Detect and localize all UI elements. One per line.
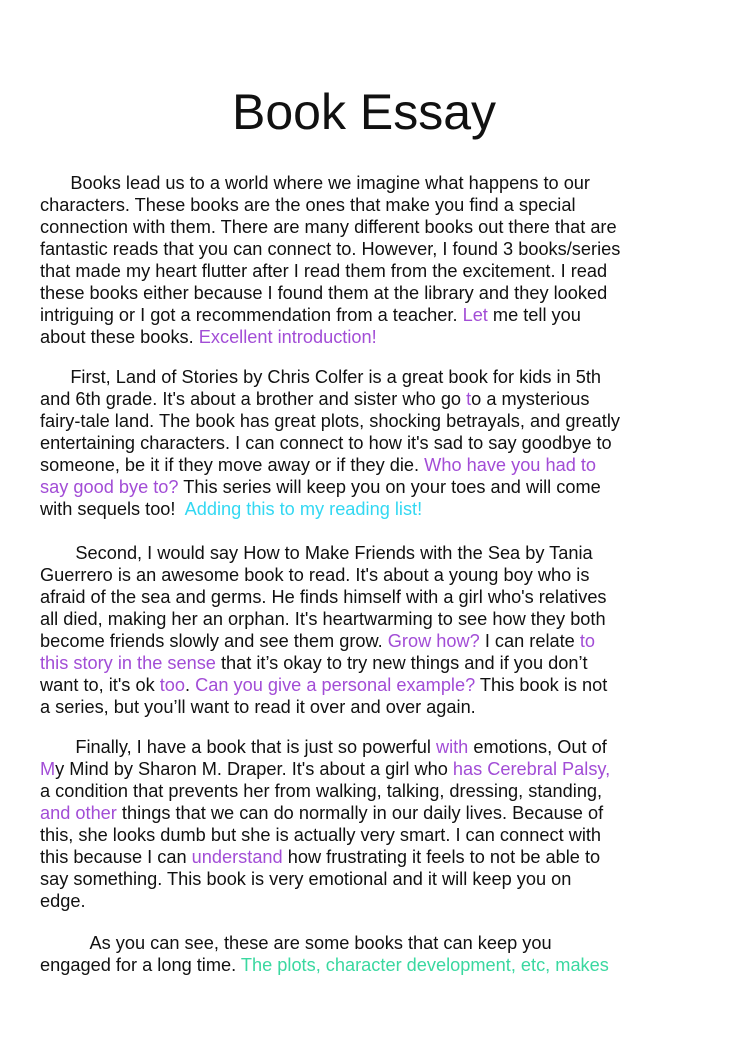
text-line: [40, 326, 710, 348]
essay-text: edge.: [40, 891, 86, 911]
essay-text: This book is not: [475, 675, 608, 695]
essay-text: .: [185, 675, 196, 695]
essay-text: I can relate: [479, 631, 580, 651]
essay-text: y Mind by Sharon M. Draper. It's about a girl who: [55, 759, 453, 779]
text-line: [40, 736, 710, 758]
teacher-comment: M: [40, 759, 56, 779]
paragraph-make-friends-with-the-sea: [40, 542, 710, 718]
teacher-comment: Who have you had to: [424, 455, 597, 475]
text-line: [40, 260, 710, 282]
text-line: [40, 410, 710, 432]
text-line: [40, 652, 710, 674]
text-line: [40, 172, 710, 194]
text-line: [40, 954, 710, 976]
essay-text: this, she looks dumb but she is actually very smart. I can connect with: [40, 825, 602, 845]
text-line: [40, 282, 710, 304]
text-line: [40, 674, 710, 696]
essay-text: become friends slowly and see them grow.: [40, 631, 388, 651]
essay-text: a condition that prevents her from walking, talking, dressing, standing,: [40, 781, 603, 801]
text-line: [40, 238, 710, 260]
teacher-comment: with: [435, 737, 469, 757]
teacher-comment: and other: [40, 803, 117, 823]
essay-text: this because I can: [40, 847, 192, 867]
teacher-comment: t: [466, 389, 472, 409]
text-line: [40, 366, 710, 388]
teacher-comment: Adding this to my reading list!: [184, 499, 423, 519]
text-line: [40, 476, 710, 498]
essay-text: a series, but you’ll want to read it over and over again.: [40, 697, 476, 717]
essay-text: say something. This book is very emotional and it will keep you on: [40, 869, 572, 889]
essay-text: afraid of the sea and germs. He finds himself with a girl who's relatives: [40, 587, 607, 607]
essay-text: First, Land of Stories by Chris Colfer is a great book for kids in 5th: [40, 367, 602, 387]
essay-text: As you can see, these are some books that can keep you: [40, 933, 552, 953]
essay-text: engaged for a long time.: [40, 955, 241, 975]
essay-text: that made my heart flutter after I read them from the excitement. I read: [40, 261, 608, 281]
teacher-comment: The plots, character development, etc, makes: [240, 955, 609, 975]
text-line: [40, 432, 710, 454]
teacher-comment: this story in the sense: [40, 653, 216, 673]
text-line: [40, 824, 710, 846]
teacher-comment: Excellent introduction!: [198, 327, 377, 347]
text-line: [40, 780, 710, 802]
teacher-comment: too: [159, 675, 186, 695]
essay-text: and 6th grade. It's about a brother and sister who go: [40, 389, 467, 409]
text-line: [40, 194, 710, 216]
text-line: [40, 630, 710, 652]
essay-text: fantastic reads that you can connect to. However, I found 3 books/series: [40, 239, 621, 259]
teacher-comment: Can you give a personal example?: [195, 675, 476, 695]
teacher-comment: has Cerebral Palsy,: [452, 759, 611, 779]
essay-text: emotions, Out of: [468, 737, 607, 757]
essay-text: connection with them. There are many different books out there that are: [40, 217, 617, 237]
essay-text: these books either because I found them at the library and they looked: [40, 283, 608, 303]
teacher-comment: Grow how?: [387, 631, 480, 651]
text-line: [40, 304, 710, 326]
essay-text: how frustrating it feels to not be able to: [282, 847, 601, 867]
paragraph-land-of-stories: [40, 366, 710, 520]
teacher-comment: to: [579, 631, 596, 651]
essay-text: with sequels too!: [40, 499, 185, 519]
paragraph-out-of-my-mind: [40, 736, 710, 912]
essay-text: Guerrero is an awesome book to read. It's about a young boy who is: [40, 565, 590, 585]
essay-text: entertaining characters. I can connect to how it's sad to say goodbye to: [40, 433, 612, 453]
text-line: [40, 696, 710, 718]
text-line: [40, 216, 710, 238]
teacher-comment: say good bye to?: [40, 477, 179, 497]
text-line: [40, 608, 710, 630]
essay-text: fairy-tale land. The book has great plots, shocking betrayals, and greatly: [40, 411, 620, 431]
essay-text: that it’s okay to try new things and if you don’t: [215, 653, 588, 673]
essay-text: intriguing or I got a recommendation from a teacher.: [40, 305, 463, 325]
essay-text: me tell you: [487, 305, 581, 325]
paragraph-introduction: [40, 172, 710, 348]
essay-text: want to, it's ok: [40, 675, 160, 695]
text-line: [40, 586, 710, 608]
text-line: [40, 388, 710, 410]
text-line: [40, 846, 710, 868]
paragraph-conclusion: [40, 932, 710, 976]
text-line: [40, 454, 710, 476]
essay-text: Books lead us to a world where we imagine what happens to our: [40, 173, 590, 193]
text-line: [40, 564, 710, 586]
essay-text: things that we can do normally in our daily lives. Because of: [116, 803, 604, 823]
text-line: [40, 758, 710, 780]
essay-text: about these books.: [40, 327, 199, 347]
essay-text: Second, I would say How to Make Friends with the Sea by Tania: [40, 543, 593, 563]
essay-text: characters. These books are the ones that make you find a special: [40, 195, 576, 215]
text-line: [40, 498, 710, 520]
page-title: Book Essay: [231, 84, 496, 140]
text-line: [40, 932, 710, 954]
teacher-comment: understand: [191, 847, 283, 867]
essay-text: This series will keep you on your toes and will come: [178, 477, 601, 497]
text-line: [40, 890, 710, 912]
essay-text: someone, be it if they move away or if they die.: [40, 455, 425, 475]
essay-text: Finally, I have a book that is just so powerful: [40, 737, 436, 757]
teacher-comment: Let: [462, 305, 488, 325]
essay-text: o a mysterious: [471, 389, 590, 409]
text-line: [40, 542, 710, 564]
essay-text: all died, making her an orphan. It's heartwarming to see how they both: [40, 609, 606, 629]
text-line: [40, 868, 710, 890]
text-line: [40, 802, 710, 824]
